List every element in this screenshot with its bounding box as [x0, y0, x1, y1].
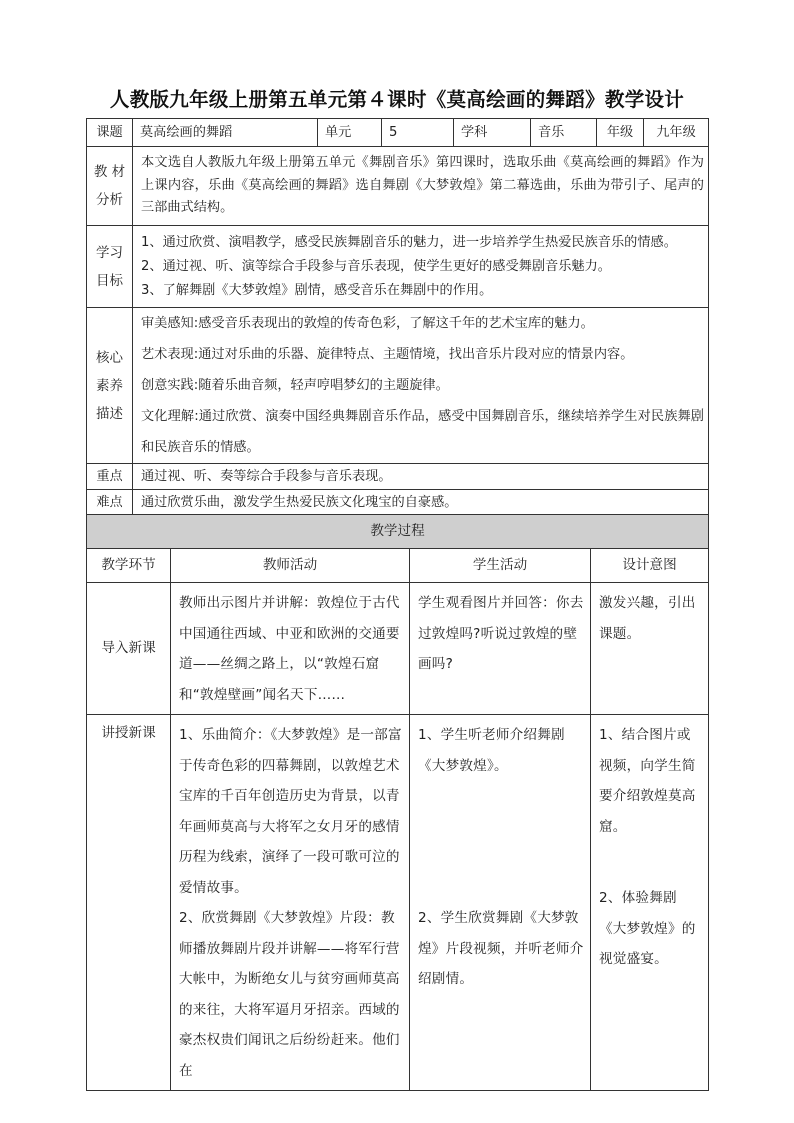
difficulty-text: 通过欣赏乐曲，激发学生热爱民族文化瑰宝的自豪感。 [133, 490, 709, 516]
document-title: 人教版九年级上册第五单元第４课时《莫高绘画的舞蹈》教学设计 [109, 88, 685, 111]
core-label [87, 308, 133, 464]
goals-label-line2: 目标 [96, 272, 123, 289]
goals-row [87, 226, 709, 308]
core-item: 艺术表现:通过对乐曲的乐器、旋律特点、主题情境，找出音乐片段对应的情景内容。 [141, 347, 634, 362]
core-row [87, 308, 709, 464]
lecture-intent-p2: 2、体验舞剧《大梦敦煌》的视觉盛宴。 [599, 890, 696, 967]
goals-label [87, 226, 133, 308]
analysis-label [87, 147, 133, 226]
process-title-row [87, 515, 709, 549]
info-row [87, 119, 709, 147]
header-teacher: 教师活动 [171, 549, 410, 583]
goal-item: 3、了解舞剧《大梦敦煌》剧情，感受音乐在舞剧中的作用。 [141, 282, 493, 298]
header-student: 学生活动 [410, 549, 591, 583]
lecture-row [87, 715, 709, 1091]
header-intent: 设计意图 [591, 549, 709, 583]
goals-label-line1: 学习 [96, 244, 123, 261]
process-title: 教学过程 [87, 515, 709, 549]
unit-value: 5 [382, 119, 454, 147]
core-item: 审美感知:感受音乐表现出的敦煌的传奇色彩，了解这千年的艺术宝库的魅力。 [141, 316, 594, 331]
grade-value: 九年级 [644, 119, 709, 147]
analysis-row [87, 147, 709, 226]
grade-label: 年级 [597, 119, 644, 147]
difficulty-label: 难点 [87, 490, 133, 516]
unit-label: 单元 [318, 119, 382, 147]
lecture-intent-p1: 1、结合图片或视频，向学生简要介绍敦煌莫高窟。 [599, 727, 696, 835]
lecture-student-p1: 1、学生听老师介绍舞剧《大梦敦煌》。 [418, 727, 565, 774]
key-text: 通过视、听、奏等综合手段参与音乐表现。 [133, 464, 709, 490]
core-item: 创意实践:随着乐曲音频，轻声哼唱梦幻的主题旋律。 [141, 378, 449, 393]
lecture-intent [591, 715, 709, 1091]
core-list [133, 308, 709, 464]
intro-intent: 激发兴趣，引出课题。 [591, 583, 709, 715]
lesson-info-table [86, 118, 709, 516]
analysis-label-line1: 教 材 [93, 164, 126, 180]
intro-row [87, 583, 709, 715]
key-label: 重点 [87, 464, 133, 490]
analysis-text: 本文选自人教版九年级上册第五单元《舞剧音乐》第四课时，选取乐曲《莫高绘画的舞蹈》作为上课内容，乐曲《莫高绘画的舞蹈》选自舞剧《大梦敦煌》第二幕选曲，乐曲为带引子、尾声的三部曲式结构。 [133, 147, 709, 226]
goal-item: 1、通过欣赏、演唱教学，感受民族舞剧音乐的魅力，进一步培养学生热爱民族音乐的情感。 [141, 234, 677, 250]
topic-label: 课题 [87, 119, 133, 147]
key-row [87, 464, 709, 490]
subject-label: 学科 [454, 119, 531, 147]
process-header-row [87, 549, 709, 583]
difficulty-row [87, 490, 709, 516]
goal-item: 2、通过视、听、演等综合手段参与音乐表现，使学生更好的感受舞剧音乐魅力。 [141, 258, 611, 274]
core-item: 文化理解:通过欣赏、演奏中国经典舞剧音乐作品，感受中国舞剧音乐，继续培养学生对民族舞剧和民族音乐的情感。 [141, 409, 704, 455]
header-stage: 教学环节 [87, 549, 171, 583]
core-label-line2: 素养 [96, 377, 123, 394]
core-label-line3: 描述 [96, 405, 123, 422]
lecture-teacher-p2: 2、欣赏舞剧《大梦敦煌》片段：教师播放舞剧片段并讲解——将军行营大帐中，为断绝女儿与贫穷画师莫高的来往，大将军逼月牙招亲。西域的豪杰权贵们闻讯之后纷纷赶来。他们在 [179, 910, 400, 1079]
lecture-student-p2: 2、学生欣赏舞剧《大梦敦煌》片段视频，并听老师介绍剧情。 [418, 910, 584, 987]
goals-list [133, 226, 709, 308]
lecture-teacher-p1: 1、乐曲简介：《大梦敦煌》是一部富于传奇色彩的四幕舞剧，以敦煌艺术宝库的千百年创造历史为背景，以青年画师莫高与大将军之女月牙的感情历程为线索，演绎了一段可歌可泣的爱情故事。 [179, 727, 402, 896]
intro-teacher: 教师出示图片并讲解：敦煌位于古代中国通往西域、中亚和欧洲的交通要道——丝绸之路上，以“敦煌石窟和“敦煌壁画”闻名天下…… [171, 583, 410, 715]
subject-value: 音乐 [531, 119, 597, 147]
analysis-label-line2: 分析 [96, 192, 123, 208]
lecture-stage: 讲授新课 [87, 715, 171, 1091]
teaching-process-table [86, 514, 709, 1091]
topic-value: 莫高绘画的舞蹈 [133, 119, 318, 147]
intro-student: 学生观看图片并回答：你去过敦煌吗?听说过敦煌的壁画吗? [410, 583, 591, 715]
core-label-line1: 核心 [96, 349, 123, 366]
lecture-teacher [171, 715, 410, 1091]
intro-stage: 导入新课 [87, 583, 171, 715]
lecture-student [410, 715, 591, 1091]
